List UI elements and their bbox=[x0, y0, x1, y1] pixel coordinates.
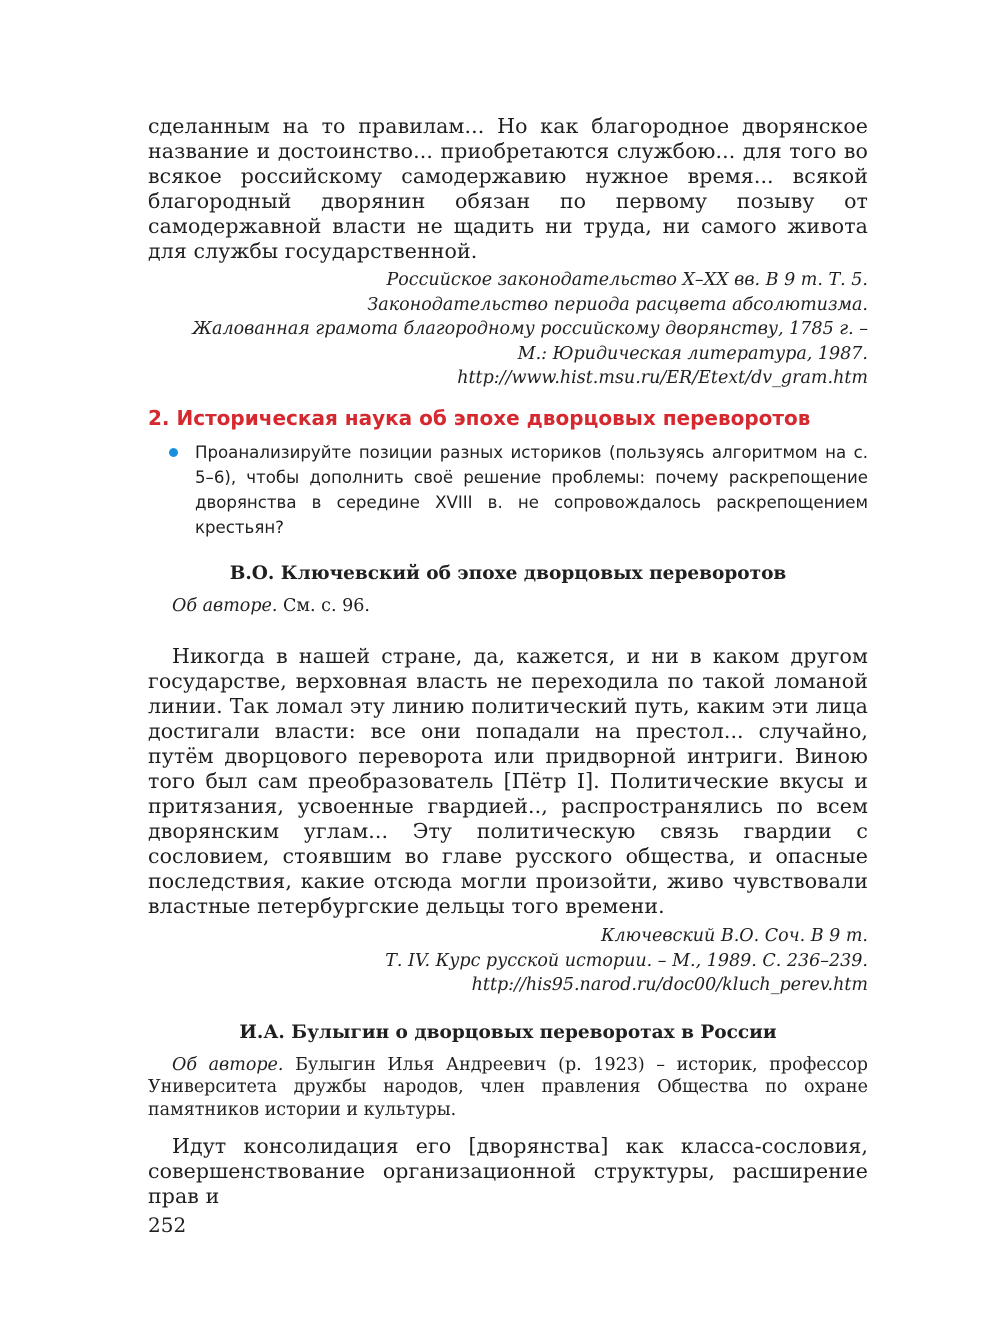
about-label: Об авторе. bbox=[172, 595, 278, 616]
task-text: Проанализируйте позиции разных историков (пользуясь алгоритмом на с. 5–6), чтобы дополнить своё решение проблемы: почему раскрепощение дворянства в середине XVIII в. не сопровождалось раскрепощением крестьян? bbox=[195, 442, 868, 537]
bulygin-heading: И.А. Булыгин о дворцовых переворотах в России bbox=[239, 1021, 777, 1043]
quote-charter-source bbox=[148, 268, 868, 391]
source-line: http://www.hist.msu.ru/ER/Etext/dv_gram.htm bbox=[457, 368, 868, 388]
about-text: См. с. 96. bbox=[277, 595, 370, 616]
klyuchevsky-about bbox=[148, 595, 868, 618]
source-line: http://his95.narod.ru/doc00/kluch_perev.htm bbox=[471, 975, 868, 995]
page-number: 252 bbox=[148, 1213, 187, 1237]
klyuchevsky-heading: В.О. Ключевский об эпохе дворцовых переворотов bbox=[229, 562, 787, 584]
bullet-dot-icon bbox=[169, 448, 178, 457]
source-line: Жалованная грамота благородному российскому дворянству, 1785 г. – bbox=[192, 319, 868, 339]
task-item bbox=[148, 440, 868, 540]
quote-charter-text: сделанным на то правилам... Но как благородное дворянское название и достоинство... приобретаются службою... для того во всякое российскому самодержавию нужное время... всякой благородный дворянин обязан по первому позыву от самодержавной власти не щадить ни труда, ни самого живота для службы государственной. bbox=[148, 114, 868, 263]
klyuchevsky-source bbox=[148, 924, 868, 998]
bulygin-about bbox=[148, 1054, 868, 1122]
source-line: Т. IV. Курс русской истории. – М., 1989. С. 236–239. bbox=[385, 950, 868, 971]
section-heading: 2. Историческая наука об эпохе дворцовых переворотов bbox=[148, 405, 811, 430]
about-text: Булыгин Илья Андреевич (р. 1923) – историк, профессор Университета дружбы народов, член правления Общества по охране памятников истории и культуры. bbox=[148, 1054, 868, 1120]
page-content bbox=[148, 114, 868, 1209]
bulygin-quote-text: Идут консолидация его [дворянства] как класса-сословия, совершенствование организационной структуры, расширение прав и bbox=[148, 1134, 868, 1208]
about-label: Об авторе. bbox=[172, 1054, 284, 1075]
klyuchevsky-quote-text: Никогда в нашей стране, да, кажется, и ни в каком другом государстве, верховная власть не переходила по такой ломаной линии. Так ломал эту линию политический путь, каким эти лица достигали власти: все они попадали на престол... случайно, путём дворцового переворота или придворной интриги. Виною того был сам преобразователь [Пётр I]. Политические вкусы и притязания, усвоенные гвардией.., распространялись по всем дворянским углам... Эту политическую связь гвардии с сословием, стоявшим во главе русского общества, и опасные последствия, какие отсюда могли произойти, живо чувствовали властные петербургские дельцы того времени. bbox=[148, 644, 868, 918]
source-line: Ключевский В.О. Соч. В 9 т. bbox=[601, 926, 868, 946]
source-line: М.: Юридическая литература, 1987. bbox=[517, 343, 868, 364]
source-line: Российское законодательство X–XX вв. В 9 т. Т. 5. bbox=[386, 270, 868, 290]
source-line: Законодательство периода расцвета абсолютизма. bbox=[367, 294, 868, 315]
